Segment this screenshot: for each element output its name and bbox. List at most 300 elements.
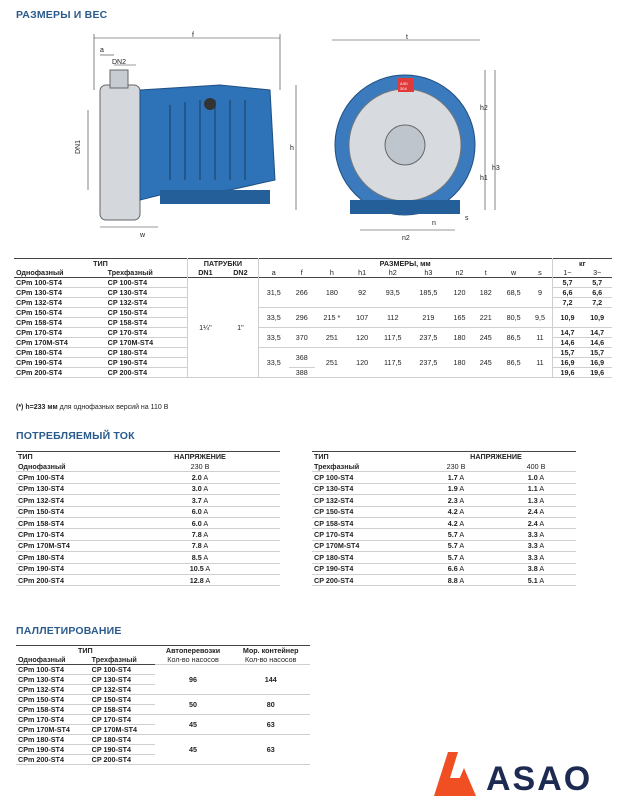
cell-n2: 180	[446, 348, 472, 378]
cur-tri-value: 5.1	[527, 575, 538, 585]
cell-h2: 117,5	[375, 328, 410, 348]
cur-tri-model: CP 158-ST4	[312, 517, 416, 528]
dim-h-tri: Трехфазный	[107, 268, 153, 277]
table-row	[16, 735, 310, 745]
table-row	[312, 563, 576, 574]
table-row	[16, 665, 310, 675]
cur-mono-value-cell	[120, 506, 280, 517]
table-row-model-mono: CPm 158-ST4	[14, 318, 106, 328]
cur-tri-value-cell	[496, 552, 576, 563]
cur-tri-value: 5.7	[447, 552, 458, 562]
cur-mono-model: CPm 200-ST4	[16, 574, 120, 585]
pal-model-tri: CP 100-ST4	[90, 665, 155, 675]
cell-weight-3ph: 14,6	[582, 338, 612, 348]
dim-h-dn2: DN2	[233, 268, 248, 277]
cur-tri-model: CP 170M-ST4	[312, 540, 416, 551]
table-row	[312, 506, 576, 517]
cur-tri-value: 1.9	[447, 484, 458, 494]
table-row	[312, 552, 576, 563]
table-row-model-tri: CP 170-ST4	[106, 328, 188, 338]
dim-col-3ph: 3~	[593, 268, 602, 277]
table-row	[16, 495, 280, 506]
cell-n2: 180	[446, 328, 472, 348]
dim-col-s: s	[538, 268, 542, 277]
cur-mono-value: 7.8	[191, 541, 202, 551]
table-row-model-mono: CPm 190-ST4	[14, 358, 106, 368]
pal-model-tri: CP 158-ST4	[90, 705, 155, 715]
cell-h3: 237,5	[410, 328, 446, 348]
table-row	[16, 517, 280, 528]
cur-mono-value: 8.5	[191, 552, 202, 562]
cell-h1: 92	[349, 278, 375, 308]
cur-mono-h-volt: НАПРЯЖЕНИЕ	[174, 452, 226, 461]
table-row	[16, 540, 280, 551]
cur-tri-unit: A	[459, 473, 465, 483]
cur-mono-value-cell	[120, 552, 280, 563]
cur-mono-value: 6.0	[191, 518, 202, 528]
cell-h: 180	[315, 278, 349, 308]
pal-h-type: ТИП	[77, 646, 93, 655]
table-row-model-tri: CP 190-ST4	[106, 358, 188, 368]
cell-weight-1ph: 5,7	[552, 278, 582, 288]
cur-tri-unit: A	[539, 575, 545, 585]
cell-weight-1ph: 16,9	[552, 358, 582, 368]
cur-tri-value-cell	[416, 483, 496, 494]
cell-weight-3ph: 15,7	[582, 348, 612, 358]
pal-model-mono: CPm 170M-ST4	[16, 725, 90, 735]
cur-tri-value: 2.3	[447, 495, 458, 505]
cell-n2: 120	[446, 278, 472, 308]
cell-h: 251	[315, 348, 349, 378]
cell-h2: 112	[375, 308, 410, 328]
pal-model-mono: CPm 130-ST4	[16, 675, 90, 685]
pal-model-mono: CPm 170-ST4	[16, 715, 90, 725]
cell-t: 245	[473, 348, 499, 378]
cell-weight-1ph: 19,6	[552, 368, 582, 378]
table-row	[312, 495, 576, 506]
cell-t: 245	[473, 328, 499, 348]
cur-tri-value-cell	[416, 506, 496, 517]
pal-model-tri: CP 130-ST4	[90, 675, 155, 685]
cell-w: 68,5	[499, 278, 529, 308]
dim-dn2-label: DN2	[112, 59, 127, 66]
cell-n2: 165	[446, 308, 472, 328]
cur-mono-value: 10.5	[189, 564, 204, 574]
current-mono-table	[16, 451, 280, 586]
cell-w: 80,5	[499, 308, 529, 328]
cell-h1: 120	[349, 348, 375, 378]
table-row-model-mono: CPm 180-ST4	[14, 348, 106, 358]
cur-mono-sub-volt: 230 В	[120, 461, 280, 472]
dim-h-type: ТИП	[93, 259, 108, 268]
cell-h3: 237,5	[410, 348, 446, 378]
pal-model-tri: CP 132-ST4	[90, 685, 155, 695]
table-row	[312, 472, 576, 483]
pal-model-mono: CPm 180-ST4	[16, 735, 90, 745]
pump-side-view-drawing	[70, 30, 300, 245]
dim-col-h1: h1	[358, 268, 367, 277]
table-row	[16, 483, 280, 494]
cur-tri-unit: A	[539, 495, 545, 505]
dim-col-w: w	[510, 268, 517, 277]
pal-qty-auto: 45	[155, 735, 232, 765]
cell-weight-3ph: 19,6	[582, 368, 612, 378]
dim-h-dn1: DN1	[187, 268, 222, 278]
cur-mono-value-cell	[120, 540, 280, 551]
pal-h-sea: Мор. контейнер	[242, 646, 299, 655]
cur-tri-model: CP 150-ST4	[312, 506, 416, 517]
cur-tri-unit: A	[459, 541, 465, 551]
cell-h1: 120	[349, 328, 375, 348]
cur-tri-value: 3.3	[527, 552, 538, 562]
cur-tri-value: 4.2	[447, 507, 458, 517]
cur-tri-value: 1.1	[527, 484, 538, 494]
cur-tri-unit: A	[459, 552, 465, 562]
dim-col-h3: h3	[424, 268, 433, 277]
pal-h-mono: Однофазный	[18, 655, 66, 664]
pal-qty-sea: 63	[231, 715, 310, 735]
cell-s: 11	[528, 348, 552, 378]
pal-model-mono: CPm 132-ST4	[16, 685, 90, 695]
aisi-badge-number: 304	[400, 86, 407, 91]
cur-mono-unit: A	[203, 530, 209, 540]
dim-col-h: h	[329, 268, 334, 277]
cell-s: 9	[528, 278, 552, 308]
cur-mono-model: CPm 130-ST4	[16, 483, 120, 494]
cur-tri-sub-v1: 230 В	[416, 461, 496, 472]
footnote	[16, 404, 168, 411]
table-row-model-tri: CP 150-ST4	[106, 308, 188, 318]
cell-h2: 93,5	[375, 278, 410, 308]
cur-tri-value: 1.0	[527, 473, 538, 483]
dim-t-label: t	[406, 34, 408, 41]
pal-qty-auto: 45	[155, 715, 232, 735]
cur-tri-model: CP 132-ST4	[312, 495, 416, 506]
cur-tri-sub-type: Трехфазный	[312, 461, 416, 472]
cur-tri-value: 3.8	[527, 564, 538, 574]
cur-tri-unit: A	[459, 507, 465, 517]
cur-tri-value-cell	[496, 483, 576, 494]
dim-dn1-label: DN1	[75, 139, 82, 154]
cell-weight-3ph: 5,7	[582, 278, 612, 288]
cur-tri-model: CP 170-ST4	[312, 529, 416, 540]
cell-f: 368	[289, 348, 315, 368]
cur-mono-value: 3.0	[191, 484, 202, 494]
dim-h1-label: h1	[480, 175, 488, 182]
dim-n-label: n	[432, 220, 436, 227]
dim-col-a: a	[258, 268, 288, 278]
cur-mono-unit: A	[203, 541, 209, 551]
cur-tri-unit: A	[459, 575, 465, 585]
cur-tri-value: 5.7	[447, 530, 458, 540]
pal-sub-qty-auto: Кол-во насосов	[155, 655, 232, 665]
cur-tri-value-cell	[416, 517, 496, 528]
cell-h: 251	[315, 328, 349, 348]
cell-weight-3ph: 14,7	[582, 328, 612, 338]
cell-w: 86,5	[499, 348, 529, 378]
cell-w: 86,5	[499, 328, 529, 348]
table-row-model-tri: CP 132-ST4	[106, 298, 188, 308]
cur-tri-model: CP 200-ST4	[312, 574, 416, 585]
dim-col-n2: n2	[455, 268, 464, 277]
cur-tri-model: CP 190-ST4	[312, 563, 416, 574]
cell-f-alt: 388	[289, 368, 315, 378]
cur-tri-value-cell	[496, 574, 576, 585]
cur-tri-value: 1.3	[527, 495, 538, 505]
cur-tri-unit: A	[539, 541, 545, 551]
cur-tri-value: 4.2	[447, 518, 458, 528]
cur-mono-model: CPm 180-ST4	[16, 552, 120, 563]
table-row	[16, 552, 280, 563]
cell-s: 9,5	[528, 308, 552, 328]
section-title-pallet: ПАЛЛЕТИРОВАНИЕ	[16, 625, 122, 637]
cur-mono-model: CPm 170-ST4	[16, 529, 120, 540]
cell-s: 11	[528, 328, 552, 348]
cell-h2: 117,5	[375, 348, 410, 378]
pal-model-tri: CP 190-ST4	[90, 745, 155, 755]
current-tri-table	[312, 451, 576, 586]
cur-tri-value-cell	[496, 517, 576, 528]
dim-h2-label: h2	[480, 105, 488, 112]
table-row-model-mono: CPm 150-ST4	[14, 308, 106, 318]
cur-mono-unit: A	[203, 552, 209, 562]
section-title-current: ПОТРЕБЛЯЕМЫЙ ТОК	[16, 430, 135, 442]
cur-mono-unit: A	[205, 575, 211, 585]
cell-f: 266	[289, 278, 315, 308]
pal-h-tri: Трехфазный	[91, 655, 137, 664]
cur-mono-unit: A	[205, 564, 211, 574]
cur-tri-value-cell	[416, 540, 496, 551]
table-row-model-tri: CP 180-ST4	[106, 348, 188, 358]
cur-tri-unit: A	[539, 552, 545, 562]
pal-model-tri: CP 170-ST4	[90, 715, 155, 725]
dim-col-1ph: 1~	[552, 268, 582, 278]
dim-h-label: h	[290, 145, 294, 152]
cur-tri-value-cell	[496, 506, 576, 517]
cur-mono-value: 12.8	[189, 575, 204, 585]
dim-n2-label: n2	[402, 235, 410, 242]
cur-tri-value: 2.4	[527, 518, 538, 528]
pal-model-tri: CP 200-ST4	[90, 755, 155, 765]
table-row	[312, 574, 576, 585]
dim-f-label: f	[192, 32, 194, 39]
table-row	[312, 540, 576, 551]
table-row	[16, 715, 310, 725]
dn2-value: 1"	[223, 278, 258, 378]
cur-mono-model: CPm 150-ST4	[16, 506, 120, 517]
cur-tri-value-cell	[416, 529, 496, 540]
cur-tri-value-cell	[416, 552, 496, 563]
dim-h3-label: h3	[492, 165, 500, 172]
cur-tri-h-type: ТИП	[314, 452, 329, 461]
cur-mono-unit: A	[203, 507, 209, 517]
cur-mono-unit: A	[203, 495, 209, 505]
cell-f: 370	[289, 328, 315, 348]
cur-tri-value-cell	[496, 472, 576, 483]
cur-tri-unit: A	[539, 507, 545, 517]
cur-mono-model: CPm 170M-ST4	[16, 540, 120, 551]
table-row-model-tri: CP 100-ST4	[106, 278, 188, 288]
cell-weight-1ph: 7,2	[552, 298, 582, 308]
table-row	[16, 506, 280, 517]
cur-tri-h-volt: НАПРЯЖЕНИЕ	[470, 452, 522, 461]
table-row	[16, 574, 280, 585]
dim-s-label: s	[465, 215, 469, 222]
cur-tri-value: 8.8	[447, 575, 458, 585]
cell-a: 33,5	[258, 348, 288, 378]
cur-mono-model: CPm 132-ST4	[16, 495, 120, 506]
cur-tri-value-cell	[496, 540, 576, 551]
cell-weight-3ph: 7,2	[582, 298, 612, 308]
cur-mono-value-cell	[120, 495, 280, 506]
dim-col-h2: h2	[388, 268, 397, 277]
footnote-text: для однофазных версий на 110 В	[57, 404, 169, 411]
logo-text: ASAO	[486, 760, 593, 798]
pal-qty-sea: 63	[231, 735, 310, 765]
cur-tri-value-cell	[496, 495, 576, 506]
footnote-bold: (*) h=233 мм	[16, 404, 58, 411]
cur-tri-value: 6.6	[447, 564, 458, 574]
pump-front-view-drawing	[320, 30, 500, 245]
table-row-model-tri: CP 130-ST4	[106, 288, 188, 298]
pal-model-tri: CP 180-ST4	[90, 735, 155, 745]
cur-mono-sub-type: Однофазный	[16, 461, 120, 472]
cur-tri-model: CP 180-ST4	[312, 552, 416, 563]
cur-tri-unit: A	[539, 530, 545, 540]
dim-a-label: a	[100, 47, 104, 54]
cur-mono-model: CPm 100-ST4	[16, 472, 120, 483]
table-row	[16, 563, 280, 574]
cur-mono-value-cell	[120, 529, 280, 540]
cell-a: 31,5	[258, 278, 288, 308]
cell-weight-3ph: 10,9	[582, 308, 612, 328]
pal-model-mono: CPm 150-ST4	[16, 695, 90, 705]
dim-col-t: t	[484, 268, 487, 277]
cur-tri-value-cell	[416, 472, 496, 483]
table-row	[312, 517, 576, 528]
cur-mono-unit: A	[203, 518, 209, 528]
table-row	[312, 483, 576, 494]
cur-tri-unit: A	[459, 484, 465, 494]
cur-mono-value-cell	[120, 563, 280, 574]
cur-mono-value-cell	[120, 483, 280, 494]
cur-mono-value-cell	[120, 517, 280, 528]
pal-qty-sea: 80	[231, 695, 310, 715]
aisi-badge-text: AISI	[400, 81, 408, 86]
pal-model-mono: CPm 158-ST4	[16, 705, 90, 715]
cur-tri-value-cell	[496, 563, 576, 574]
cell-weight-3ph: 6,6	[582, 288, 612, 298]
cur-tri-value: 3.3	[527, 530, 538, 540]
dim-w-label: w	[140, 232, 146, 239]
cell-h: 215 *	[315, 308, 349, 328]
pallet-table	[16, 645, 310, 765]
cur-mono-value: 2.0	[191, 473, 202, 483]
cur-tri-model: CP 100-ST4	[312, 472, 416, 483]
pal-qty-auto: 50	[155, 695, 232, 715]
table-row-model-mono: CPm 170-ST4	[14, 328, 106, 338]
cur-tri-unit: A	[539, 564, 545, 574]
pal-model-mono: CPm 100-ST4	[16, 665, 90, 675]
dim-h-sizes: РАЗМЕРЫ, мм	[258, 259, 552, 269]
table-row-model-mono: CPm 132-ST4	[14, 298, 106, 308]
cur-tri-value: 5.7	[447, 541, 458, 551]
cur-tri-model: CP 130-ST4	[312, 483, 416, 494]
pal-model-tri: CP 170M-ST4	[90, 725, 155, 735]
cell-weight-3ph: 16,9	[582, 358, 612, 368]
table-row-model-mono: CPm 100-ST4	[14, 278, 106, 288]
cell-h3: 219	[410, 308, 446, 328]
cur-mono-model: CPm 158-ST4	[16, 517, 120, 528]
table-row-model-tri: CP 170M-ST4	[106, 338, 188, 348]
dimensions-table	[14, 258, 612, 378]
dim-h-kg: кг	[552, 259, 612, 269]
cur-tri-unit: A	[459, 518, 465, 528]
cell-a: 33,5	[258, 328, 288, 348]
table-row-model-tri: CP 158-ST4	[106, 318, 188, 328]
cell-t: 221	[473, 308, 499, 328]
cur-mono-value-cell	[120, 472, 280, 483]
dim-h-mono: Однофазный	[16, 268, 64, 277]
cur-mono-unit: A	[203, 473, 209, 483]
table-row	[16, 695, 310, 705]
cur-tri-unit: A	[459, 495, 465, 505]
pal-model-tri: CP 150-ST4	[90, 695, 155, 705]
table-row	[16, 529, 280, 540]
cell-f: 296	[289, 308, 315, 328]
cell-weight-1ph: 14,7	[552, 328, 582, 338]
table-row-model-mono: CPm 170M-ST4	[14, 338, 106, 348]
cur-tri-value: 2.4	[527, 507, 538, 517]
pal-qty-auto: 96	[155, 665, 232, 695]
dim-col-f: f	[300, 268, 303, 277]
cur-tri-value: 1.7	[447, 473, 458, 483]
pal-model-mono: CPm 190-ST4	[16, 745, 90, 755]
cur-tri-value-cell	[416, 563, 496, 574]
cell-weight-1ph: 6,6	[552, 288, 582, 298]
asao-logo	[430, 748, 626, 800]
section-title-dimensions: РАЗМЕРЫ И ВЕС	[16, 9, 108, 21]
cur-mono-h-type: ТИП	[18, 452, 33, 461]
dn1-value: 1¼"	[187, 278, 222, 378]
cur-tri-unit: A	[539, 518, 545, 528]
table-row	[312, 529, 576, 540]
table-row-model-mono: CPm 130-ST4	[14, 288, 106, 298]
pal-sub-qty-sea: Кол-во насосов	[231, 655, 310, 665]
cur-tri-value-cell	[416, 495, 496, 506]
cur-mono-value: 7.8	[191, 530, 202, 540]
cell-t: 182	[473, 278, 499, 308]
cur-tri-value: 3.3	[527, 541, 538, 551]
dim-h-ports: ПАТРУБКИ	[187, 259, 258, 269]
table-row	[16, 472, 280, 483]
cur-mono-value: 3.7	[191, 495, 202, 505]
table-row-model-tri: CP 200-ST4	[106, 368, 188, 378]
cur-mono-model: CPm 190-ST4	[16, 563, 120, 574]
cur-tri-sub-v2: 400 В	[496, 461, 576, 472]
cur-tri-unit: A	[539, 473, 545, 483]
cur-mono-unit: A	[203, 484, 209, 494]
cell-weight-1ph: 10,9	[552, 308, 582, 328]
cell-a: 33,5	[258, 308, 288, 328]
cur-tri-unit: A	[539, 484, 545, 494]
cur-tri-unit: A	[459, 564, 465, 574]
cell-h3: 185,5	[410, 278, 446, 308]
cell-weight-1ph: 14,6	[552, 338, 582, 348]
cur-tri-unit: A	[459, 530, 465, 540]
pal-h-auto: Автоперевозки	[165, 646, 221, 655]
cur-tri-value-cell	[496, 529, 576, 540]
